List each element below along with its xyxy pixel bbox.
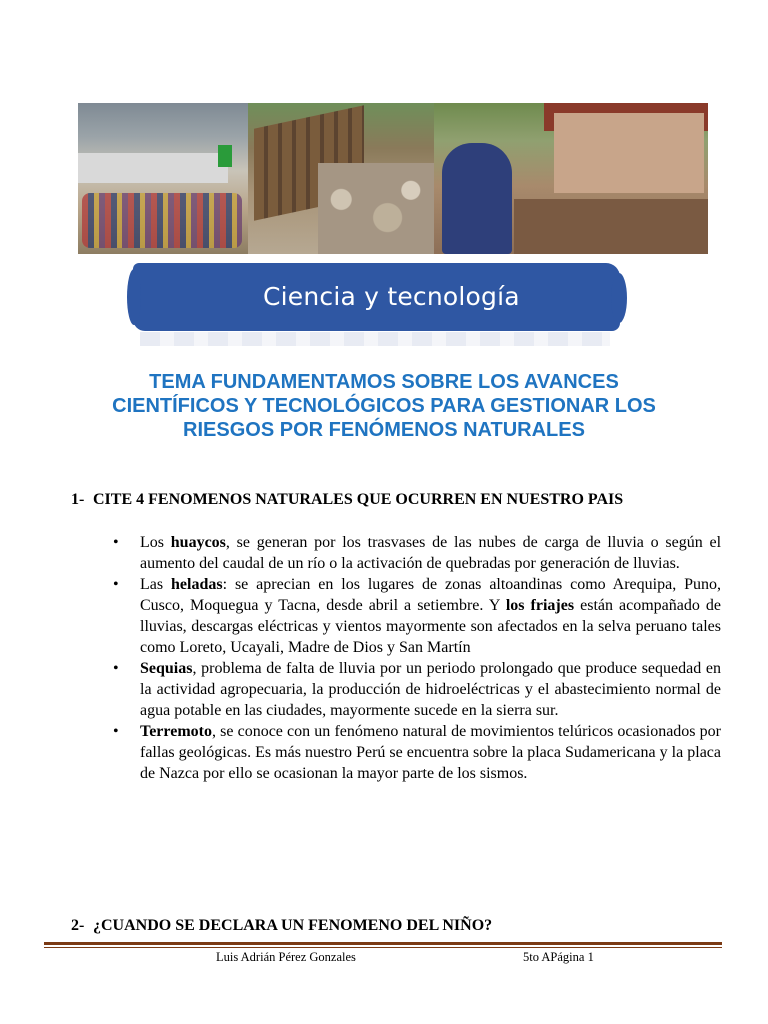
header-photo-banner [78,103,708,254]
list-item [113,658,721,721]
list-item [113,532,721,574]
title-line: CIENTÍFICOS Y TECNOLÓGICOS PARA GESTIONAR LOS [112,395,656,417]
item-term: Terremoto [140,723,212,740]
item-text: , se conoce con un fenómeno natural de movimientos telúricos ocasionados por fallas geológicas. Es más nuestro Perú se encuentra sobre la placa Sudamericana y la placa de Nazca por ello se ocasionan la mayor parte de los sismos. [140,723,721,782]
brush-banner-shadow [140,332,610,346]
item-text: : se aprecian en los lugares de zonas altoandinas como Arequipa, Puno, Cusco, Moquegua y Tacna, desde abril a setiembre. Y [140,576,721,614]
section-label: Ciencia y tecnología [263,282,520,311]
item-term: los friajes [505,597,575,614]
footer-divider [44,942,722,945]
road-sign [218,145,232,167]
list-item [113,721,721,784]
item-term: heladas [171,576,223,593]
question-text: ¿CUANDO SE DECLARA UN FENOMENO DEL NIÑO? [93,917,493,934]
item-term: huaycos [170,534,226,551]
question-2 [71,917,492,935]
footer-page-number: 5to APágina 1 [523,950,594,964]
rubble [514,199,708,254]
damaged-house-photo [434,103,708,254]
list-item [113,574,721,658]
footer-author: Luis Adrián Pérez Gonzales [216,950,356,964]
building-roof [78,153,228,183]
item-lead: Las [140,576,172,593]
crowd [82,193,242,248]
item-text: están acompañado de lluvias, descargas eléctricas y vientos mayormente son afectados en la selva peruano tales como Loreto, Ucayali, Madre de Dios y San Martín [140,597,722,656]
question-1 [71,491,623,509]
item-lead: Los [140,534,171,551]
person-pointing [442,143,512,254]
item-text: , se generan por los trasvases de las nubes de carga de lluvia o según el aumento del caudal de un río o la activación de quebradas por generación de lluvias. [140,534,722,572]
item-text: , problema de falta de lluvia por un periodo prolongado que produce sequedad en la actividad agropecuaria, la producción de hidroeléctricas y el abastecimiento normal de agua potable en las ciudades, mayormente sucede en la sierra sur. [140,660,721,719]
page-title [64,370,704,442]
footer-divider-thin [44,947,722,948]
house-wall [554,113,704,193]
question-number: 1- [71,491,85,508]
phenomena-list [113,532,721,784]
debris-flow-photo [248,103,434,254]
community-gathering-photo [78,103,248,254]
question-number: 2- [71,917,85,934]
rocks [318,163,434,254]
title-line: RIESGOS POR FENÓMENOS NATURALES [183,419,585,441]
title-line: TEMA FUNDAMENTAMOS SOBRE LOS AVANCES [149,371,619,393]
item-term: Sequias [140,660,193,677]
question-text: CITE 4 FENOMENOS NATURALES QUE OCURREN EN NUESTRO PAIS [93,491,624,508]
